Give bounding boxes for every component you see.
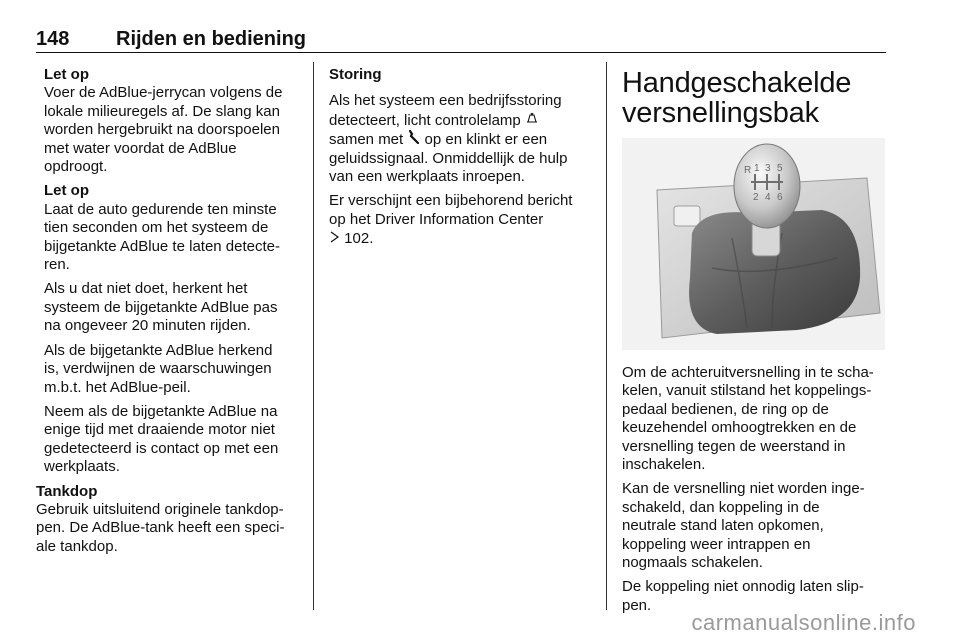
note2-para3 [44, 342, 306, 397]
text-line: kelen, vanuit stilstand het koppelings- [622, 382, 872, 400]
storing-heading: Storing [329, 66, 382, 83]
text-line: werkplaats. [44, 458, 120, 476]
heading-line: Handgeschakelde [622, 67, 852, 99]
text-line: Voer de AdBlue-jerrycan volgens de [44, 84, 283, 102]
gear-engage-para [622, 480, 887, 572]
column-right [622, 66, 887, 128]
text-line: enige tijd met draaiende motor niet [44, 421, 275, 439]
text-line: pen. De AdBlue-tank heeft een speci- [36, 519, 285, 537]
knob-label: 5 [777, 163, 783, 174]
page-reference-arrow-icon [329, 229, 340, 247]
text-line: Als u dat niet doet, herkent het [44, 280, 248, 298]
reverse-gear-para [622, 364, 887, 474]
text-line: tien seconden om het systeem de [44, 219, 269, 237]
text-line: Neem als de bijgetankte AdBlue na [44, 402, 278, 420]
tankdop-text [36, 501, 306, 556]
gearshift-svg [622, 138, 885, 350]
watermark: carmanualsonline.info [691, 610, 916, 635]
page-number: 148 [36, 28, 70, 50]
knob-label: R [744, 165, 752, 176]
knob-label: 3 [765, 163, 771, 174]
text-line: op en klinkt er een [424, 131, 548, 149]
text-line: samen met [329, 131, 404, 149]
section-heading [622, 68, 887, 128]
shift-pattern [751, 174, 783, 190]
text-line: bijgetankte AdBlue te laten detecte- [44, 237, 281, 255]
section-title: Rijden en bediening [116, 28, 307, 50]
text-line: Als het systeem een bedrijfsstoring [329, 92, 562, 110]
note-block-2 [36, 182, 306, 476]
gearshift-illustration [622, 138, 885, 350]
wrench-icon [407, 130, 420, 148]
text-line: na ongeveer 20 minuten rijden. [44, 317, 251, 335]
text-line: gedetecteerd is contact op met een [44, 439, 279, 457]
text-line: opdroogt. [44, 158, 108, 176]
knob-label: 4 [765, 192, 771, 203]
text-line: Als de bijgetankte AdBlue herkend [44, 341, 273, 359]
column-right-text [622, 364, 887, 621]
note2-para1 [44, 201, 306, 275]
text-line: keuzehendel omhoogtrekken en de [622, 419, 857, 437]
column-divider-2 [606, 62, 607, 610]
knob-label: 6 [777, 192, 783, 203]
text-line: op het Driver Information Center [329, 210, 544, 228]
text-line: schakeld, dan koppeling in de [622, 498, 820, 516]
text-line: lokale milieuregels af. De slang kan [44, 102, 280, 120]
text-line: neutrale stand laten opkomen, [622, 517, 824, 535]
note1-text [44, 84, 306, 176]
adblue-warning-icon [525, 111, 539, 129]
page-reference[interactable]: 102. [344, 230, 374, 248]
text-line: ren. [44, 256, 70, 274]
note-label: Let op [44, 66, 89, 83]
note2-para4 [44, 403, 306, 477]
storing-para1 [329, 92, 599, 186]
text-line: Om de achteruitversnelling in te scha- [622, 364, 874, 381]
text-line: geluidssignaal. Onmiddellijk de hulp [329, 149, 568, 167]
note-block-1 [36, 66, 306, 176]
knob-label: 2 [753, 192, 759, 203]
knob-label: 1 [754, 163, 760, 174]
text-line: detecteert, licht controlelamp [329, 111, 521, 129]
text-line: pedaal bedienen, de ring op de [622, 400, 829, 418]
text-line: Er verschijnt een bijbehorend bericht [329, 192, 573, 210]
text-line: Gebruik uitsluitend originele tankdop- [36, 500, 284, 518]
text-line: koppeling weer intrappen en [622, 535, 811, 553]
text-line: versnelling tegen de weerstand in [622, 437, 846, 455]
heading-line: versnellingsbak [622, 97, 819, 129]
text-line: pen. [622, 596, 652, 614]
text-line: Laat de auto gedurende ten minste [44, 200, 277, 218]
text-line: is, verdwijnen de waarschuwingen [44, 360, 272, 378]
note-label: Let op [44, 182, 89, 200]
text-line: ale tankdop. [36, 537, 118, 555]
console-button [674, 206, 700, 226]
column-middle [329, 66, 599, 255]
text-line: nogmaals schakelen. [622, 554, 763, 572]
text-line: met water voordat de AdBlue [44, 139, 237, 157]
text-line: m.b.t. het AdBlue-peil. [44, 378, 191, 396]
text-line: Kan de versnelling niet worden inge- [622, 480, 865, 498]
text-line: worden hergebruikt na doorspoelen [44, 121, 280, 139]
tankdop-heading: Tankdop [36, 482, 98, 500]
page-header [36, 26, 886, 53]
text-line: van een werkplaats inroepen. [329, 168, 525, 186]
note2-para2 [44, 280, 306, 335]
text-line: De koppeling niet onnodig laten slip- [622, 578, 864, 596]
column-left [36, 66, 306, 562]
text-line: inschakelen. [622, 456, 706, 474]
text-line: systeem de bijgetankte AdBlue pas [44, 298, 278, 316]
storing-para2 [329, 192, 599, 248]
column-divider-1 [313, 62, 314, 610]
